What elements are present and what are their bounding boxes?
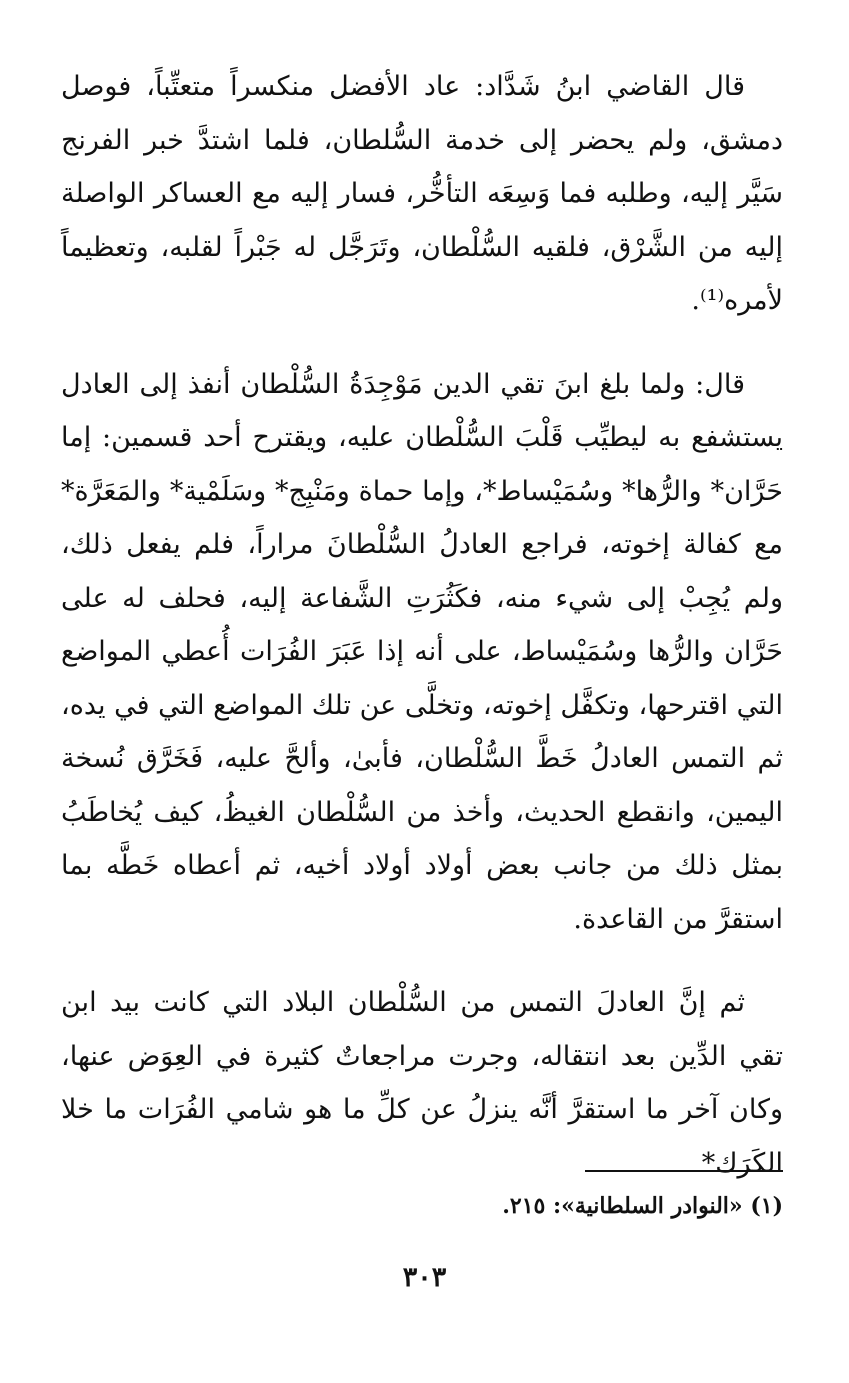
footnote-divider <box>585 1170 783 1172</box>
paragraph-2: قال: ولما بلغ ابنَ تقي الدين مَوْجِدَةُ السُّلْطان أنفذ إلى العادل يستشفع به ليطيِّب قَلْبَ السُّلْطان عليه، ويقترح أحد قسمين: إما حَرَّان* والرُّها* وسُمَيْساط*، وإما حماة ومَنْبِج* وسَلَمْية* والمَعَرَّة* مع كفالة إخوته، فراجع العادلُ السُّلْطانَ مراراً، فلم يفعل ذلك، ولم يُجِبْ إلى شيء منه، فكَثُرَتِ الشَّفاعة إليه، فحلف له على حَرَّان والرُّها وسُمَيْساط، على أنه إذا عَبَرَ الفُرَات أُعطي المواضع التي اقترحها، وتكفَّل إخوته، وتخلَّى عن تلك المواضع التي في يده، ثم التمس العادلُ خَطَّ السُّلْطان، فأبىٰ، وألحَّ عليه، فَخَرَّق نُسخة اليمين، وانقطع الحديث، وأخذ من السُّلْطان الغيظُ، كيف يُخاطَبُ بمثل ذلك من جانب بعض أولاد أولاد أخيه، ثم أعطاه خَطَّه بما استقرَّ من القاعدة. <box>61 368 783 935</box>
page-number: ٣٠٣ <box>402 1262 447 1293</box>
footnote: (١) «النوادر السلطانية»: ٢١٥. <box>502 1193 783 1219</box>
paragraph-1: قال القاضي ابنُ شَدَّاد: عاد الأفضل منكسراً متعتِّباً، فوصل دمشق، ولم يحضر إلى خدمة السُّلطان، فلما اشتدَّ خبر الفرنج سَيَّر إليه، وطلبه فما وَسِعَه التأخُّر، فسار إليه مع العساكر الواصلة إليه من الشَّرْق، فلقيه السُّلْطان، وتَرَجَّل له جَبْراً لقلبه، وتعظيماً لأمره⁽¹⁾. <box>61 71 783 316</box>
paragraph-3: ثم إنَّ العادلَ التمس من السُّلْطان البلاد التي كانت بيد ابن تقي الدِّين بعد انتقاله، وجرت مراجعاتٌ كثيرة في العِوَض عنها، وكان آخر ما استقرَّ أنَّه ينزلُ عن كلِّ ما هو شامي الفُرَات ما خلا الكَرَك* <box>61 987 783 1179</box>
main-text <box>61 60 783 1190</box>
